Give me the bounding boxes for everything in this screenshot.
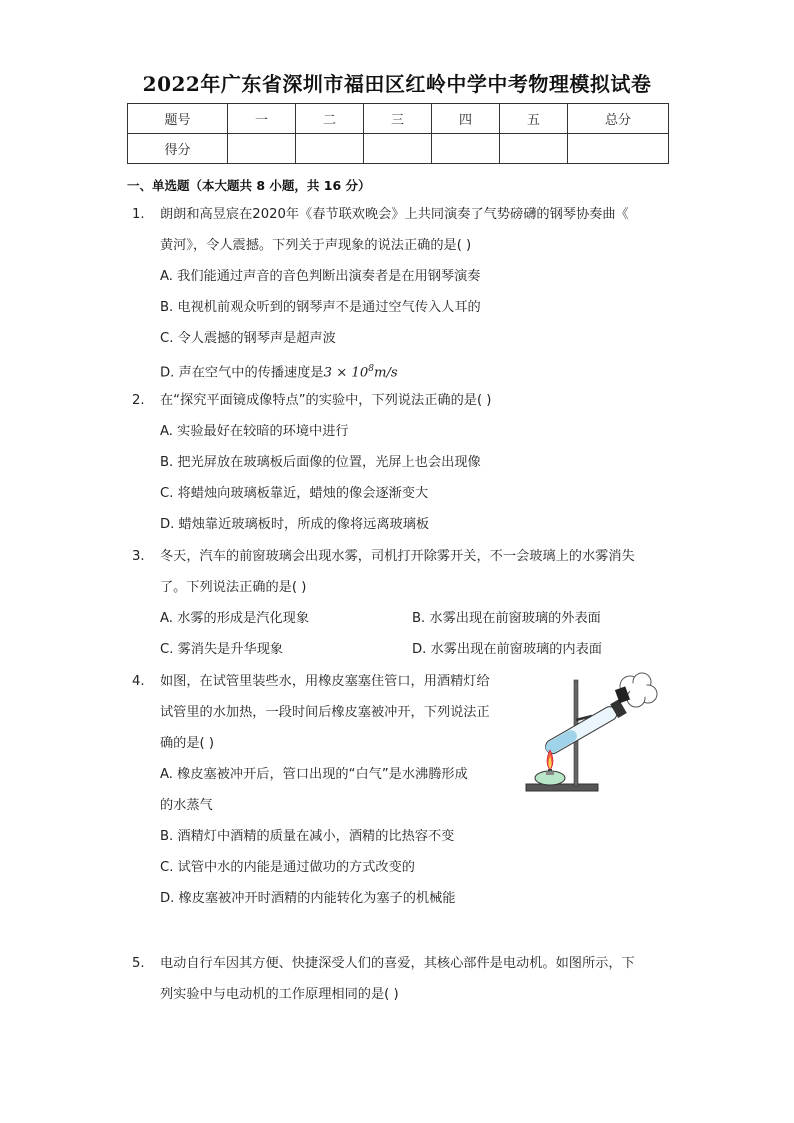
question-number: 1. [132,207,145,222]
score-row-label: 得分 [128,134,228,164]
score-input-cell [228,134,296,164]
option-a-continued: 的水蒸气 [160,798,213,813]
option-c: C. 试管中水的内能是通过做功的方式改变的 [160,860,415,875]
question-stem-line: 冬天，汽车的前窗玻璃会出现水雾，司机打开除雾开关，不一会玻璃上的水雾消失 [160,549,635,564]
speed-exponent: 8 [368,364,374,374]
score-table-cell: 五 [500,104,568,134]
option-c: C. 令人震撼的钢琴声是超声波 [160,331,336,346]
option-b: B. 水雾出现在前窗玻璃的外表面 [412,611,601,626]
score-table [127,103,669,164]
question-stem-line: 了。下列说法正确的是( ) [160,580,307,595]
lamp-neck [546,772,554,775]
speed-value: 3 × 10 [323,365,369,381]
question-stem-line: 如图，在试管里装些水，用橡皮塞塞住管口，用酒精灯给 [160,674,490,689]
test-tube [543,699,627,757]
score-table-header-row [128,104,669,134]
option-c: C. 将蜡烛向玻璃板靠近，蜡烛的像会逐渐变大 [160,486,429,501]
score-table-cell: 四 [432,104,500,134]
section-header: 一、单选题（本大题共 8 小题，共 16 分） [127,178,371,193]
test-tube-apparatus-figure [520,672,660,797]
question-number: 2. [132,393,145,408]
score-input-cell [568,134,669,164]
question-stem-line: 列实验中与电动机的工作原理相同的是( ) [160,987,399,1002]
option-b: B. 酒精灯中酒精的质量在减小，酒精的比热容不变 [160,829,455,844]
question-stem-line: 电动自行车因其方便、快捷深受人们的喜爱，其核心部件是电动机。如图所示，下 [160,956,635,971]
score-input-cell [432,134,500,164]
question-stem-line: 黄河》，令人震撼。下列关于声现象的说法正确的是( ) [160,238,472,253]
exam-title: 2022年广东省深圳市福田区红岭中学中考物理模拟试卷 [142,72,652,96]
score-table-cell: 题号 [128,104,228,134]
question-stem-line: 试管里的水加热，一段时间后橡皮塞被冲开，下列说法正 [160,705,490,720]
score-table-cell: 二 [296,104,364,134]
question-stem-line: 在“探究平面镜成像特点”的实验中，下列说法正确的是( ) [160,393,492,408]
option-b: B. 把光屏放在玻璃板后面像的位置，光屏上也会出现像 [160,455,481,470]
score-table-cell: 一 [228,104,296,134]
option-d-text: D. 声在空气中的传播速度是 [160,365,324,381]
option-a: A. 实验最好在较暗的环境中进行 [160,424,349,439]
option-d: D. 橡皮塞被冲开时酒精的内能转化为塞子的机械能 [160,891,456,906]
option-d [160,354,398,388]
option-a: A. 我们能通过声音的音色判断出演奏者是在用钢琴演奏 [160,269,481,284]
option-a: A. 橡皮塞被冲开后，管口出现的“白气”是水沸腾形成 [160,767,468,782]
question-number: 3. [132,549,145,564]
score-input-cell [296,134,364,164]
question-stem-line: 确的是( ) [160,736,215,751]
stand-base [526,784,598,791]
option-c: C. 雾消失是升华现象 [160,642,284,657]
option-a: A. 水雾的形成是汽化现象 [160,611,310,626]
question-stem-line: 朗朗和高昱宸在2020年《春节联欢晚会》上共同演奏了气势磅礴的钢琴协奏曲《 [160,207,629,222]
score-table-cell: 三 [364,104,432,134]
speed-unit: m/s [373,365,398,381]
option-b: B. 电视机前观众听到的钢琴声不是通过空气传入人耳的 [160,300,481,315]
option-d: D. 蜡烛靠近玻璃板时，所成的像将远离玻璃板 [160,517,430,532]
option-d: D. 水雾出现在前窗玻璃的内表面 [412,642,602,657]
score-table-score-row [128,134,669,164]
score-input-cell [500,134,568,164]
score-input-cell [364,134,432,164]
score-table-cell: 总分 [568,104,669,134]
question-number: 4. [132,674,145,689]
question-number: 5. [132,956,145,971]
